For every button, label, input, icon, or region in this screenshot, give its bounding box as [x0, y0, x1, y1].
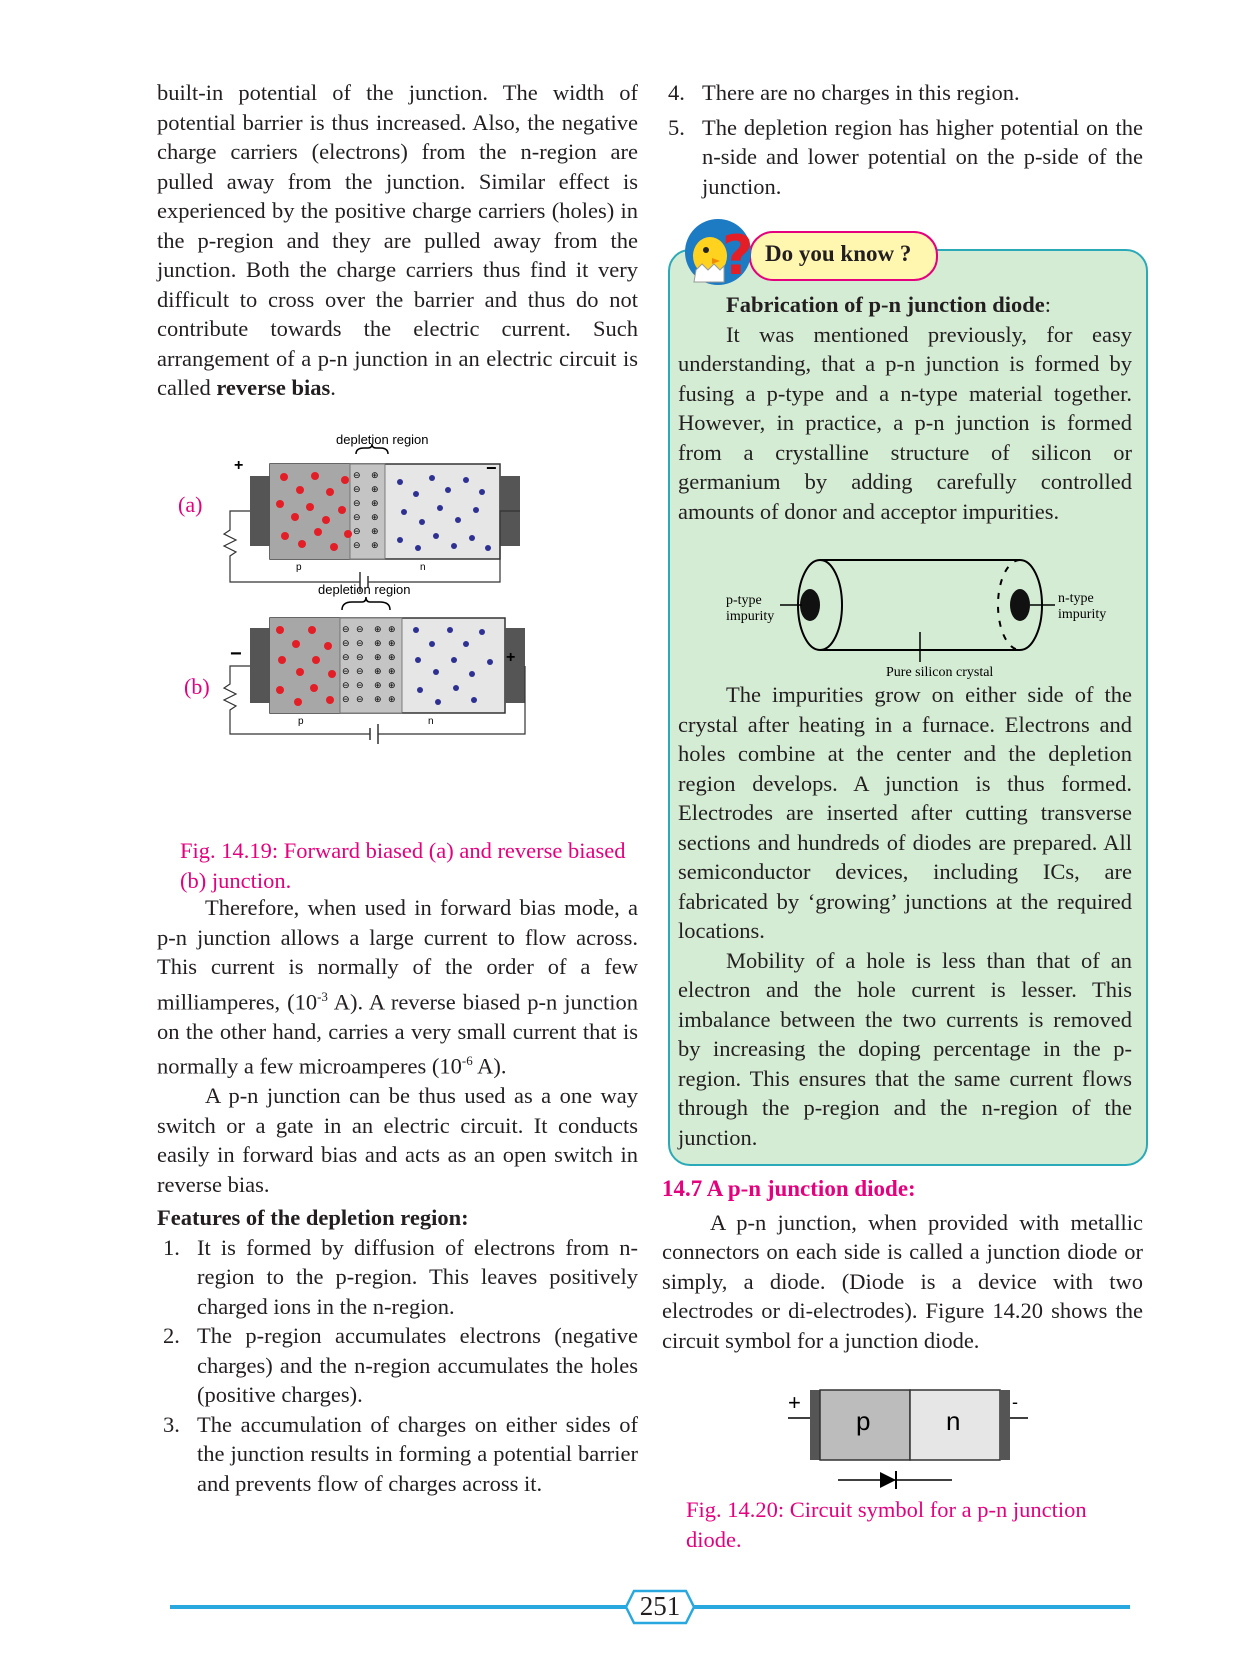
svg-text:⊖: ⊖ — [353, 499, 361, 509]
svg-text:⊖: ⊖ — [342, 681, 350, 691]
list-item — [157, 1410, 638, 1499]
fig-14-19-caption: Fig. 14.19: Forward biased (a) and reverse biased (b) junction. — [180, 838, 626, 893]
depletion-label-a: depletion region — [336, 432, 429, 447]
svg-text:⊕: ⊕ — [374, 639, 382, 649]
svg-text:?: ? — [722, 224, 754, 287]
svg-text:⊖: ⊖ — [353, 485, 361, 495]
paragraph-text: Therefore, when used in forward bias mode, a p-n junction allows a large current to flow across. This current is normally of the order of a few milliamperes, (10 — [157, 895, 638, 1014]
svg-text:⊖: ⊖ — [342, 639, 350, 649]
dyk-heading-colon: : — [1044, 292, 1052, 317]
page-number-badge — [624, 1587, 696, 1627]
dyk-heading — [678, 290, 1132, 320]
superscript: -3 — [317, 988, 328, 1004]
p-label-a: p — [296, 562, 302, 573]
n-impurity-dot — [1010, 589, 1030, 621]
list-item — [157, 1233, 638, 1322]
paragraph-text: A). A reverse biased p-n junction on the other hand, carries a very small current that is normally a few microamperes (10 — [157, 989, 638, 1079]
svg-text:⊖: ⊖ — [342, 695, 350, 705]
fig-14-20-caption: Fig. 14.20: Circuit symbol for a p-n junction diode. — [686, 1497, 1087, 1552]
left-column — [157, 78, 638, 403]
svg-text:⊕: ⊕ — [374, 625, 382, 635]
list-number: 5. — [668, 114, 685, 140]
svg-text:⊖: ⊖ — [356, 695, 364, 705]
list-item — [157, 1321, 638, 1410]
figure-14-19 — [160, 432, 640, 812]
left-column-lower — [157, 893, 638, 1498]
n-impurity-label: impurity — [1058, 607, 1107, 622]
plus-a: + — [234, 457, 244, 474]
section-heading: 14.7 A p-n junction diode: — [662, 1176, 916, 1201]
svg-text:⊕: ⊕ — [374, 695, 382, 705]
p-impurity-label: impurity — [726, 609, 775, 624]
svg-text:⊖: ⊖ — [356, 625, 364, 635]
fig-14-19-caption-block — [180, 836, 640, 895]
section-paragraph: A p-n junction, when provided with metallic connectors on each side is called a junction diode or simply, a diode. (Diode is a device with two electrodes or di-electrodes). Figure 14.20 shows the circuit symbol for a junction diode. — [662, 1209, 1143, 1353]
dyk-paragraph-3: Mobility of a hole is less than that of an electron and the hole current is lesser. This imbalance between the two currents is removed by increasing the doping percentage in the p-region. This ensures that the same current flows through the p-region and the n-region of the junction. — [678, 947, 1132, 1150]
p-label-b: p — [298, 716, 304, 727]
n-label-b: n — [428, 716, 434, 727]
list-text: The depletion region has higher potential on the n-side and lower potential on the p-side of the junction. — [702, 114, 1143, 199]
svg-text:⊕: ⊕ — [388, 681, 396, 691]
n-label-a: n — [420, 562, 426, 573]
svg-text:⊖: ⊖ — [356, 639, 364, 649]
minus-a: − — [486, 458, 497, 478]
right-column — [662, 78, 1143, 201]
label-b: (b) — [184, 674, 210, 699]
svg-text:⊖: ⊖ — [342, 625, 350, 635]
paragraph-text: A). — [472, 1053, 507, 1079]
svg-text:⊕: ⊕ — [388, 653, 396, 663]
svg-text:⊕: ⊕ — [388, 639, 396, 649]
depletion-label-b: depletion region — [318, 582, 411, 597]
dyk-paragraph-2: The impurities grow on either side of the crystal after heating in a furnace. Electrons and holes combine at the center and the depletion region develops. A junction is thus formed. Electrodes are inserted after cutting transverse sections and hundreds of diodes are prepared. All semiconductor devices, including ICs, are fabricated by ‘growing’ junctions at the required locations. — [678, 682, 1132, 943]
svg-text:⊕: ⊕ — [388, 667, 396, 677]
svg-text:⊕: ⊕ — [371, 541, 379, 551]
label-a: (a) — [178, 492, 203, 517]
paragraph-text: built-in potential of the junction. The width of potential barrier is thus increased. Also, the negative charge carriers (electrons) from the n-region are pulled away from the junction. Similar effect is experienced by the positive charge carriers (holes) in the p-region and they are pulled away from the junction. Both the charge carriers thus find it very difficult to cross over the barrier and thus do not contribute towards the electric current. Such arrangement of a p-n junction in an electric circuit is called — [157, 80, 638, 400]
crystal-label: Pure silicon crystal — [886, 665, 994, 680]
dyk-paragraph-1: It was mentioned previously, for easy understanding, that a p-n junction is formed by fusing a p-type and a n-type material together. However, in practice, a p-n junction is formed from a crystalline structure of silicon or germanium by adding carefully controlled amounts of donor and acceptor impurities. — [678, 321, 1132, 524]
svg-text:⊕: ⊕ — [374, 653, 382, 663]
chick-question-icon — [680, 214, 756, 290]
list-text: There are no charges in this region. — [702, 80, 1020, 105]
svg-text:⊕: ⊕ — [371, 499, 379, 509]
list-number: 4. — [668, 80, 685, 105]
junction-bias-diagram — [160, 432, 640, 812]
fig-14-20-caption-block — [686, 1495, 1146, 1554]
p-type-label: p-type — [726, 593, 762, 608]
list-text: The p-region accumulates electrons (negative charges) and the n-region accumulates the holes (positive charges). — [197, 1323, 638, 1407]
silicon-crystal-figure — [720, 552, 1140, 682]
list-item — [662, 113, 1143, 202]
n-type-label: n-type — [1058, 591, 1094, 606]
do-you-know-content-lower — [678, 680, 1132, 1152]
list-text: The accumulation of charges on either sides of the junction results in forming a potential barrier and prevents flow of charges across it. — [197, 1411, 638, 1496]
n-label: n — [946, 1406, 961, 1436]
list-number: 3. — [163, 1411, 180, 1437]
svg-text:⊖: ⊖ — [353, 527, 361, 537]
svg-text:⊕: ⊕ — [388, 625, 396, 635]
svg-text:⊖: ⊖ — [342, 667, 350, 677]
svg-text:⊕: ⊕ — [371, 513, 379, 523]
paragraph-forward-bias — [157, 893, 638, 1081]
svg-text:⊕: ⊕ — [374, 667, 382, 677]
paragraph-one-way-switch: A p-n junction can be thus used as a one way switch or a gate in an electric circuit. It conducts easily in forward bias and acts as an open switch in reverse bias. — [157, 1083, 638, 1197]
svg-text:⊖: ⊖ — [356, 653, 364, 663]
minus-b: − — [230, 643, 242, 665]
p-label: p — [856, 1406, 871, 1436]
list-item — [662, 78, 1143, 108]
svg-text:⊖: ⊖ — [353, 541, 361, 551]
do-you-know-badge — [749, 231, 938, 281]
plus-sign: + — [788, 1390, 801, 1415]
svg-text:⊖: ⊖ — [353, 513, 361, 523]
list-number: 1. — [163, 1234, 180, 1260]
svg-text:⊕: ⊕ — [388, 695, 396, 705]
term-reverse-bias: reverse bias — [216, 375, 331, 400]
brace-b — [342, 597, 390, 610]
minus-sign: - — [1012, 1392, 1018, 1412]
svg-text:⊖: ⊖ — [356, 667, 364, 677]
electrode-left-a — [250, 476, 270, 546]
features-list — [157, 1233, 638, 1499]
features-list-continued — [662, 78, 1143, 201]
list-text: It is formed by diffusion of electrons from n-region to the p-region. This leaves positively charged ions in the n-region. — [197, 1234, 638, 1319]
badge-label: Do you know ? — [765, 241, 912, 266]
plus-b: + — [506, 649, 516, 666]
section-14-7 — [662, 1174, 1143, 1355]
dyk-heading-text: Fabrication of p-n junction diode — [726, 292, 1045, 317]
svg-text:⊖: ⊖ — [353, 471, 361, 481]
do-you-know-content — [678, 288, 1132, 526]
list-number: 2. — [163, 1323, 180, 1348]
superscript: -6 — [461, 1053, 473, 1068]
features-heading: Features of the depletion region: — [157, 1205, 469, 1230]
p-impurity-dot — [800, 589, 820, 621]
svg-text:⊖: ⊖ — [356, 681, 364, 691]
paragraph-reverse-bias — [157, 78, 638, 403]
svg-text:⊕: ⊕ — [371, 485, 379, 495]
paragraph-text-end: . — [330, 375, 336, 400]
figure-14-20 — [780, 1380, 1030, 1490]
svg-text:⊖: ⊖ — [342, 653, 350, 663]
page-number: 251 — [639, 1591, 681, 1621]
diode-triangle — [880, 1472, 896, 1488]
svg-text:⊕: ⊕ — [371, 471, 379, 481]
svg-text:⊕: ⊕ — [371, 527, 379, 537]
svg-text:⊕: ⊕ — [374, 681, 382, 691]
electrode-left-b — [250, 628, 270, 703]
